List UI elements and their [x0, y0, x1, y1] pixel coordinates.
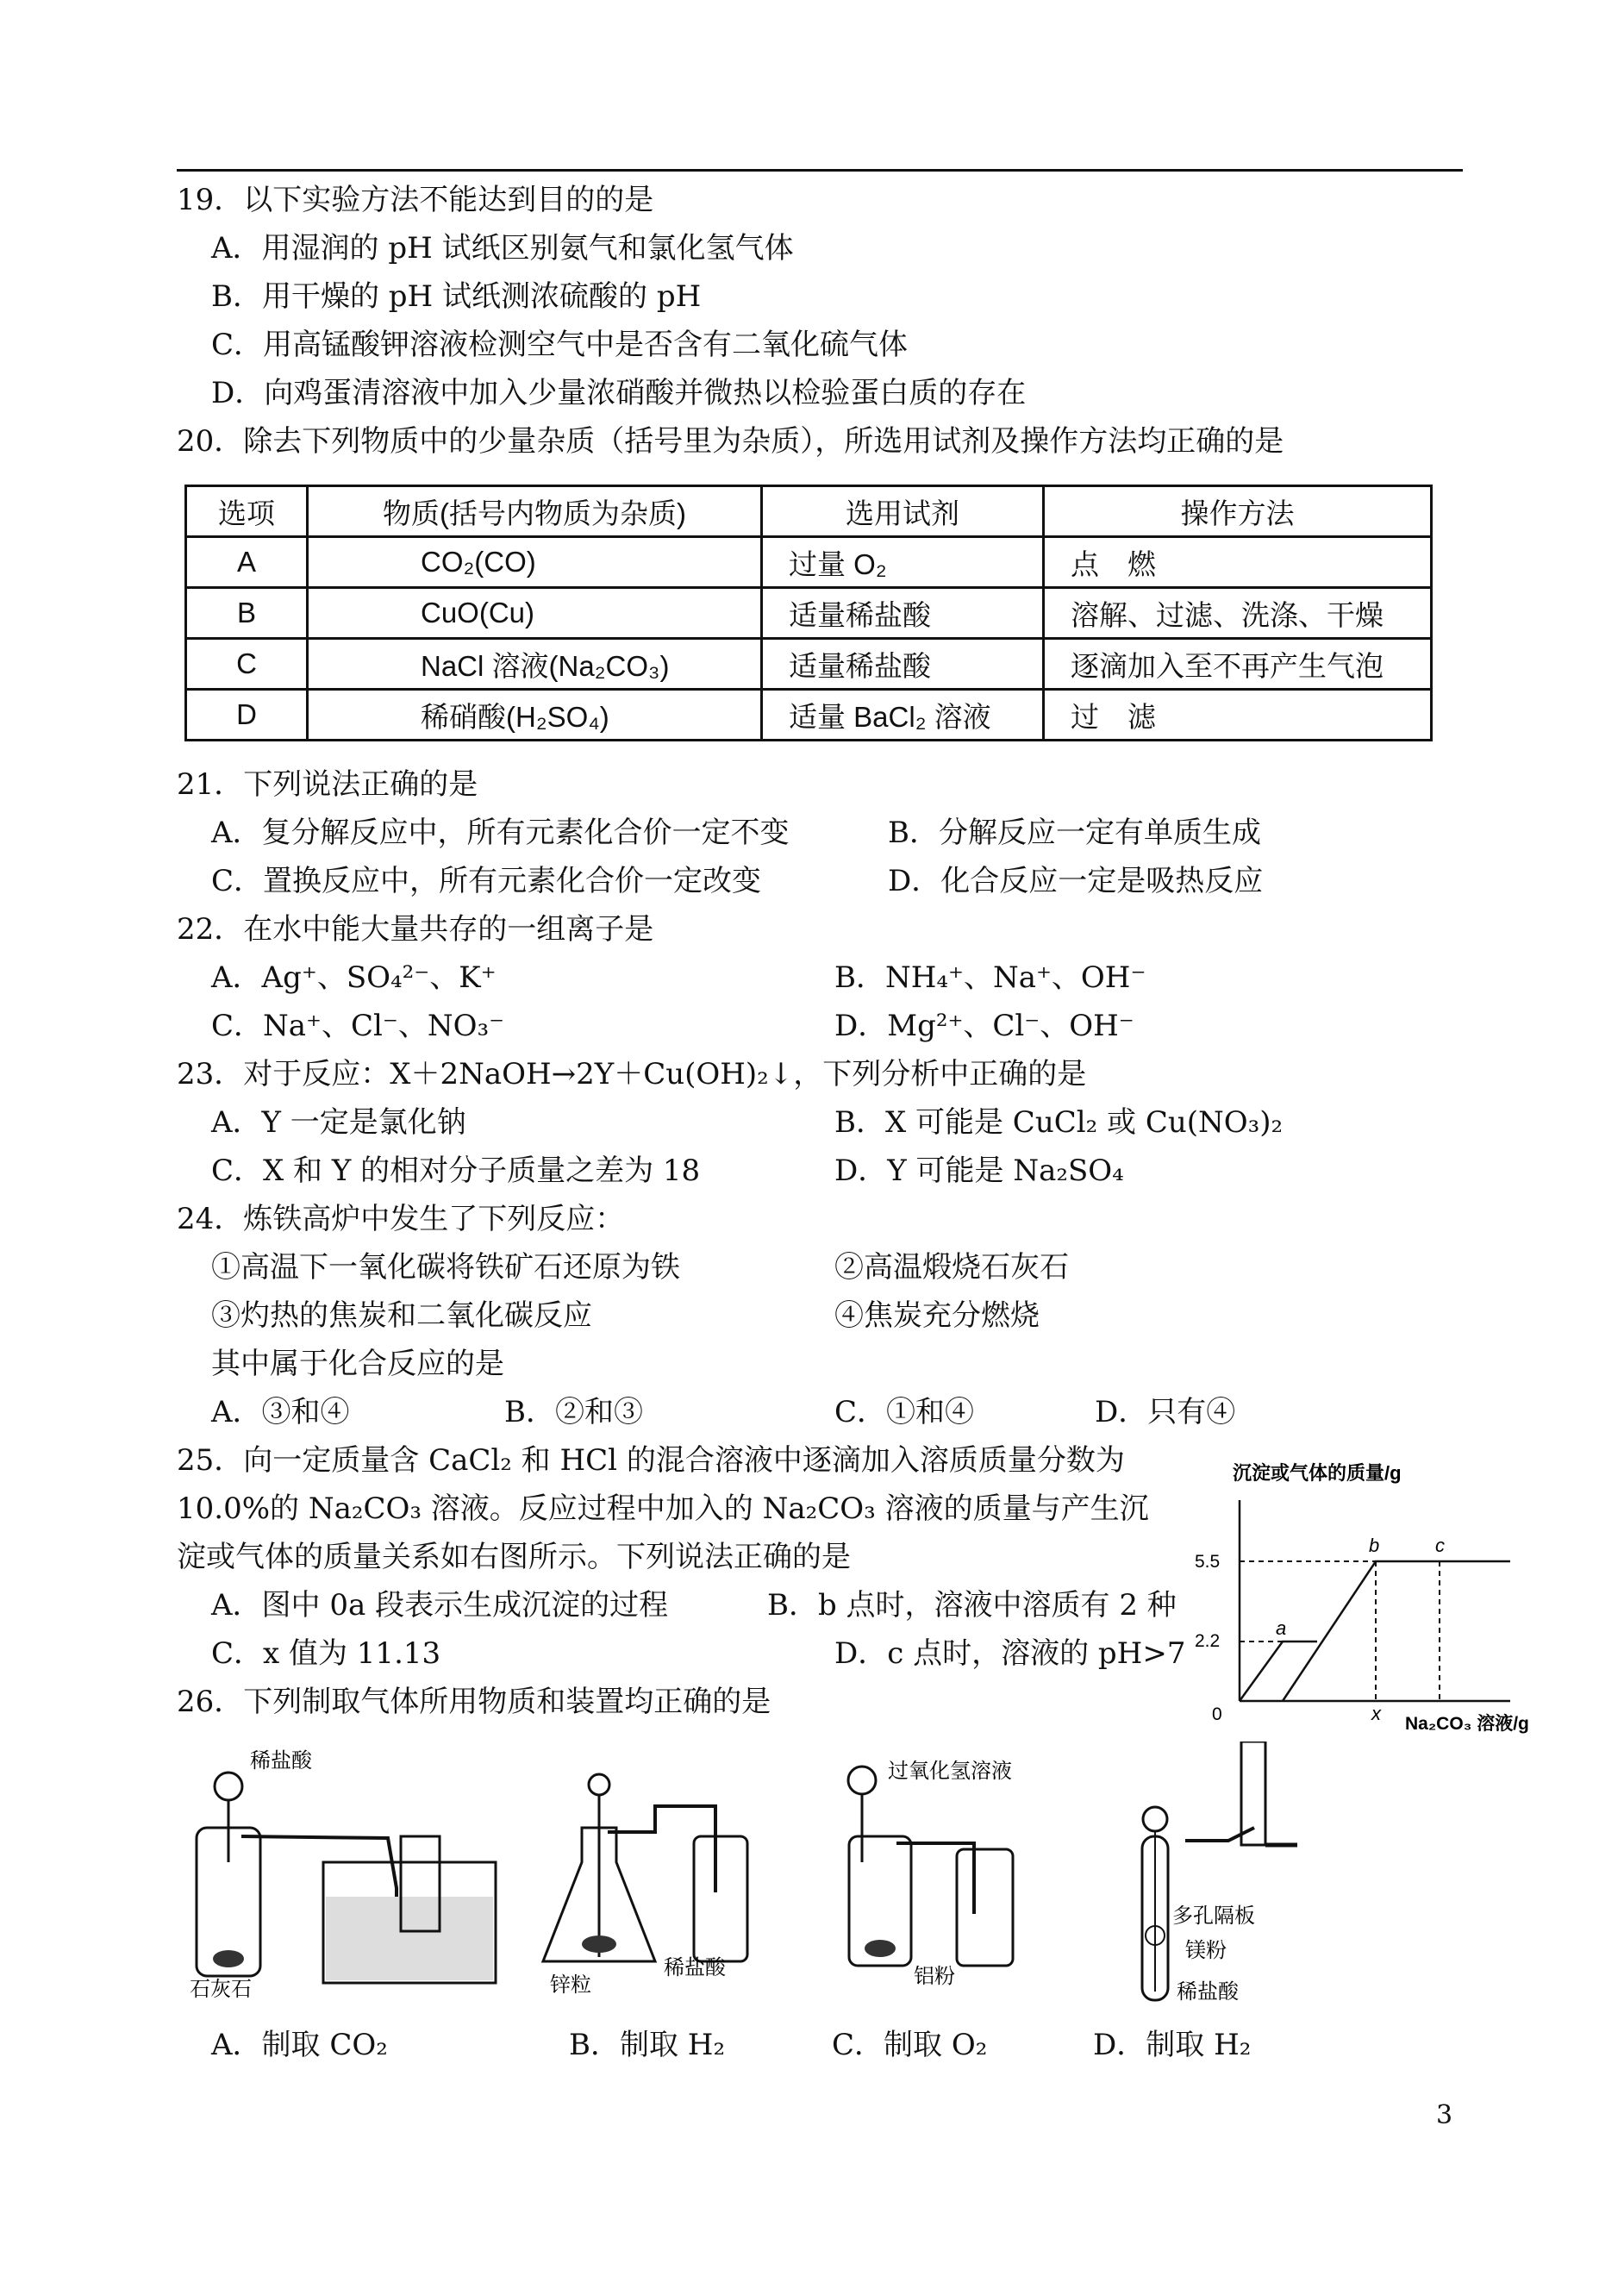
graph-ylabel: 沉淀或气体的质量/g: [1233, 1462, 1402, 1484]
table-cell: 适量稀盐酸: [762, 639, 1044, 690]
q25-option-c: C．x 值为 11.13: [211, 1636, 441, 1671]
apparatus-label: 铝粉: [914, 1964, 955, 1988]
q24-reaction-4: ④焦炭充分燃烧: [834, 1298, 1040, 1333]
apparatus-label: 镁粉: [1185, 1938, 1227, 1962]
solid-reactant-icon: [213, 1950, 244, 1967]
apparatus-label: 稀盐酸: [664, 1955, 726, 1979]
q19-option-b: B．用干燥的 pH 试纸测浓硫酸的 pH: [211, 279, 702, 314]
q24-option-b: B．②和③: [504, 1395, 643, 1429]
gas-series-line: [1240, 1642, 1317, 1701]
apparatus-d: [1125, 1742, 1358, 2017]
table-header-row: [186, 486, 1432, 537]
apparatus-caption-d: D．制取 H₂: [1093, 2028, 1252, 2062]
q24-option-c: C．①和④: [834, 1395, 975, 1429]
table-cell: 溶解、过滤、洗涤、干燥: [1044, 588, 1432, 639]
q20-table: [184, 485, 1433, 741]
point-label-c: c: [1435, 1535, 1445, 1556]
table-cell: C: [186, 639, 308, 690]
apparatus-label: 石灰石: [190, 1977, 252, 2000]
q22-stem: 22．在水中能大量共存的一组离子是: [177, 912, 654, 947]
collecting-bottle-icon: [694, 1836, 747, 1961]
table-cell: B: [186, 588, 308, 639]
apparatus-caption-c: C．制取 O₂: [832, 2028, 988, 2062]
y-tick-label: 5.5: [1195, 1552, 1221, 1572]
origin-label: 0: [1212, 1704, 1222, 1724]
table-cell: 稀硝酸(H₂SO₄): [308, 690, 762, 741]
page-number: 3: [1436, 2100, 1453, 2130]
y-tick-label: 2.2: [1195, 1631, 1221, 1651]
table-cell: CuO(Cu): [308, 588, 762, 639]
q22-option-c: C．Na⁺、Cl⁻、NO₃⁻: [211, 1009, 505, 1043]
apparatus-label: 锌粒: [550, 1973, 591, 1997]
q21-option-b: B．分解反应一定有单质生成: [888, 816, 1261, 850]
table-cell: 逐滴加入至不再产生气泡: [1044, 639, 1432, 690]
q19-option-a: A．用湿润的 pH 试纸区别氨气和氯化氢气体: [211, 231, 794, 266]
funnel-bulb-icon: [848, 1767, 876, 1794]
precipitate-series-line: [1283, 1561, 1510, 1701]
solid-reactant-icon: [865, 1940, 896, 1957]
q21-option-c: C．置换反应中，所有元素化合价一定改变: [211, 864, 762, 898]
table-header: 操作方法: [1044, 486, 1432, 537]
q25-line-3: 淀或气体的质量关系如右图所示。下列说法正确的是: [177, 1540, 851, 1574]
q24-reaction-3: ③灼热的焦炭和二氧化碳反应: [211, 1298, 592, 1333]
x-tick-label: x: [1371, 1703, 1381, 1724]
apparatus-a: [181, 1742, 543, 2000]
apparatus-label: 过氧化氢溶液: [888, 1759, 1012, 1783]
q24-ask: 其中属于化合反应的是: [211, 1347, 504, 1381]
table-cell: 适量 BaCl₂ 溶液: [762, 690, 1044, 741]
q19-option-d: D．向鸡蛋清溶液中加入少量浓硝酸并微热以检验蛋白质的存在: [211, 376, 1027, 410]
table-cell: CO₂(CO): [308, 537, 762, 588]
q24-reaction-2: ②高温煅烧石灰石: [834, 1250, 1069, 1285]
q23-option-c: C．X 和 Y 的相对分子质量之差为 18: [211, 1154, 701, 1188]
q23-stem: 23．对于反应：X＋2NaOH→2Y＋Cu(OH)₂↓，下列分析中正确的是: [177, 1057, 1087, 1091]
collecting-bottle-icon: [957, 1849, 1013, 1966]
table-cell: A: [186, 537, 308, 588]
q24-reaction-1: ①高温下一氧化碳将铁矿石还原为铁: [211, 1250, 680, 1285]
q25-line-1: 25．向一定质量含 CaCl₂ 和 HCl 的混合溶液中逐滴加入溶质质量分数为: [177, 1443, 1125, 1478]
apparatus-caption-a: A．制取 CO₂: [211, 2028, 388, 2062]
q21-stem: 21．下列说法正确的是: [177, 767, 478, 802]
table-cell: NaCl 溶液(Na₂CO₃): [308, 639, 762, 690]
apparatus-label: 稀盐酸: [1177, 1979, 1239, 2004]
table-header: 物质(括号内物质为杂质): [308, 486, 762, 537]
q21-option-d: D．化合反应一定是吸热反应: [888, 864, 1264, 898]
table-cell: 适量稀盐酸: [762, 588, 1044, 639]
q24-stem: 24．炼铁高炉中发生了下列反应：: [177, 1202, 625, 1236]
q23-option-b: B．X 可能是 CuCl₂ 或 Cu(NO₃)₂: [834, 1105, 1284, 1140]
solid-reactant-icon: [582, 1935, 616, 1953]
funnel-bulb-icon: [215, 1773, 242, 1800]
q24-option-d: D．只有④: [1095, 1395, 1236, 1429]
q22-option-a: A．Ag⁺、SO₄²⁻、K⁺: [211, 960, 497, 995]
table-row: [186, 639, 1432, 690]
q21-option-a: A．复分解反应中，所有元素化合价一定不变: [211, 816, 790, 850]
apparatus-caption-b: B．制取 H₂: [569, 2028, 726, 2062]
q25-option-d: D．c 点时，溶液的 pH>7: [834, 1636, 1186, 1671]
apparatus-b: [534, 1742, 776, 2000]
q25-line-2: 10.0%的 Na₂CO₃ 溶液。反应过程中加入的 Na₂CO₃ 溶液的质量与产生沉: [177, 1491, 1149, 1526]
point-label-a: a: [1276, 1617, 1287, 1639]
q25-graph: [1190, 1457, 1552, 1742]
apparatus-c: [828, 1742, 1121, 2000]
point-label-b: b: [1369, 1535, 1380, 1556]
table-cell: D: [186, 690, 308, 741]
funnel-icon: [589, 1774, 609, 1795]
apparatus-label: 稀盐酸: [250, 1748, 312, 1773]
table-cell: 过量 O₂: [762, 537, 1044, 588]
q23-option-a: A．Y 一定是氯化钠: [211, 1105, 466, 1140]
table-cell: 过 滤: [1044, 690, 1432, 741]
q22-option-b: B．NH₄⁺、Na⁺、OH⁻: [834, 960, 1146, 995]
header-rule: [177, 169, 1463, 172]
table-row: [186, 690, 1432, 741]
table-header: 选项: [186, 486, 308, 537]
graph-xlabel: Na₂CO₃ 溶液/g: [1405, 1714, 1529, 1734]
table-header: 选用试剂: [762, 486, 1044, 537]
q19-stem: 19．以下实验方法不能达到目的的是: [177, 183, 654, 217]
q25-option-b: B．b 点时，溶液中溶质有 2 种: [767, 1588, 1177, 1623]
funnel-icon: [1143, 1807, 1167, 1831]
table-row: [186, 588, 1432, 639]
q22-option-d: D．Mg²⁺、Cl⁻、OH⁻: [834, 1009, 1134, 1043]
q26-stem: 26．下列制取气体所用物质和装置均正确的是: [177, 1685, 771, 1719]
q20-stem: 20．除去下列物质中的少量杂质（括号里为杂质），所选用试剂及操作方法均正确的是: [177, 424, 1284, 459]
q24-option-a: A．③和④: [211, 1395, 350, 1429]
table-row: [186, 537, 1432, 588]
q25-option-a: A．图中 0a 段表示生成沉淀的过程: [211, 1588, 669, 1623]
apparatus-label: 多孔隔板: [1172, 1904, 1255, 1928]
table-cell: 点 燃: [1044, 537, 1432, 588]
q19-option-c: C．用高锰酸钾溶液检测空气中是否含有二氧化硫气体: [211, 328, 909, 362]
q23-option-d: D．Y 可能是 Na₂SO₄: [834, 1154, 1124, 1188]
